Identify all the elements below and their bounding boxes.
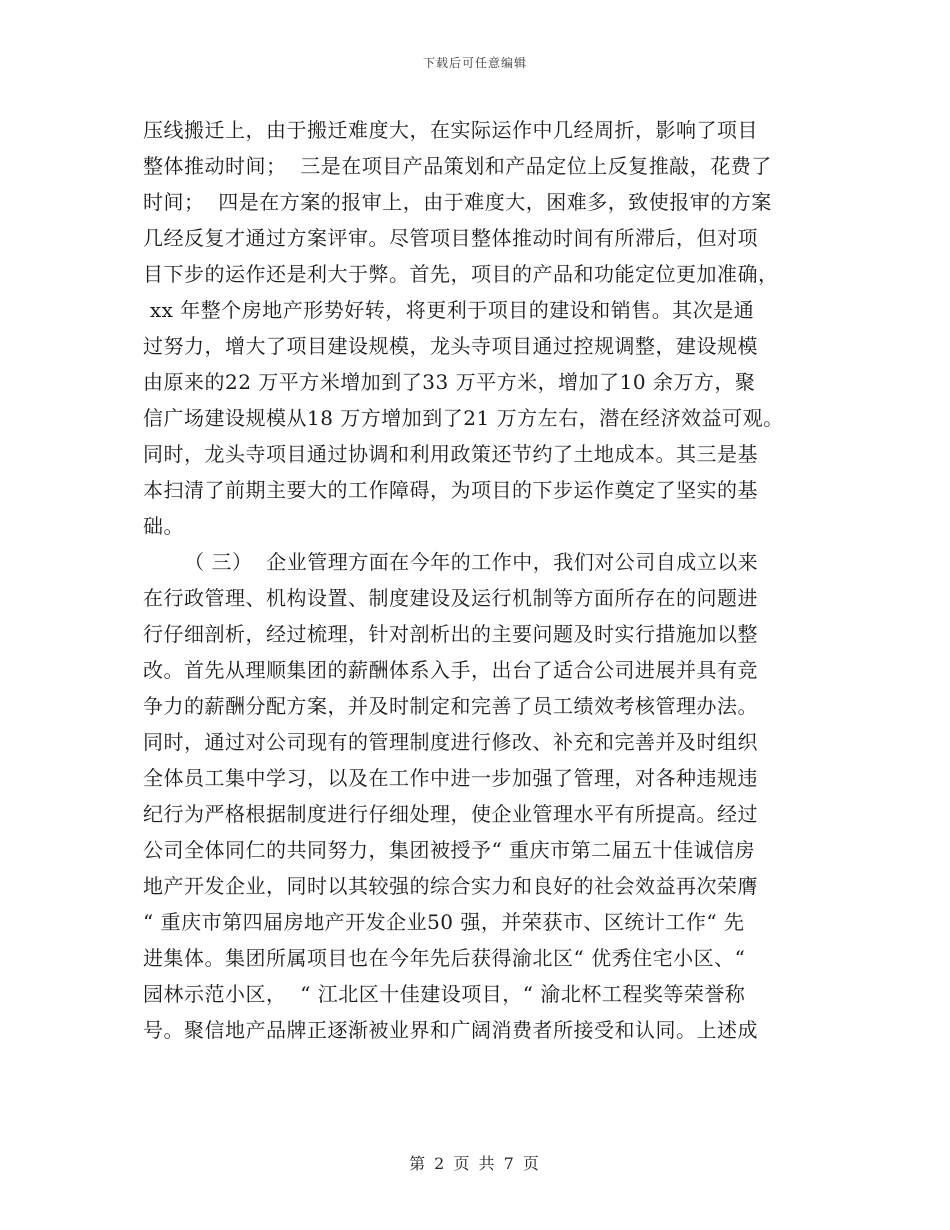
- body-line: 纪行为严格根据制度进行仔细处理，使企业管理水平有所提高。经过: [143, 802, 758, 826]
- body-line: xx 年整个房地产形势好转，将更利于项目的建设和销售。其次是通: [143, 298, 755, 322]
- body-line: 同时，通过对公司现有的管理制度进行修改、补充和完善并及时组织: [143, 730, 758, 754]
- body-line: 号。聚信地产品牌正逐渐被业界和广阔消费者所接受和认同。上述成: [143, 1018, 758, 1042]
- body-line: 过努力，增大了项目建设规模，龙头寺项目通过控规调整，建设规模: [143, 334, 758, 358]
- body-line: 压线搬迁上，由于搬迁难度大，在实际运作中几经周折，影响了项目: [143, 118, 758, 142]
- body-line: 由原来的22 万平方米增加到了33 万平方米，增加了10 余万方，聚: [143, 370, 756, 394]
- body-line: 同时，龙头寺项目通过协调和利用政策还节约了土地成本。其三是基: [143, 442, 758, 466]
- page-number-footer: 第 2 页 共 7 页: [409, 1154, 541, 1173]
- body-line: 信广场建设规模从18 万方增加到了21 万方左右，潜在经济效益可观。: [143, 406, 784, 430]
- body-line: “ 重庆市第四届房地产开发企业50 强，并荣获市、区统计工作“ 先: [143, 910, 745, 934]
- body-line: 全体员工集中学习，以及在工作中进一步加强了管理，对各种违规违: [143, 766, 758, 790]
- body-line: 时间； 四是在方案的报审上，由于难度大，困难多，致使报审的方案: [143, 190, 772, 214]
- document-body: [143, 112, 823, 1048]
- body-line: 础。: [143, 514, 184, 538]
- body-line: 争力的薪酬分配方案，并及时制定和完善了员工绩效考核管理办法。: [143, 694, 758, 718]
- body-line: 园林示范小区， “ 江北区十佳建设项目，“ 渝北杯工程奖等荣誉称: [143, 982, 746, 1006]
- body-line: 地产开发企业，同时以其较强的综合实力和良好的社会效益再次荣膺: [143, 874, 758, 898]
- body-line: 本扫清了前期主要大的工作障碍，为项目的下步运作奠定了坚实的基: [143, 478, 758, 502]
- page-header: 下载后可任意编辑: [422, 56, 527, 70]
- body-line: 公司全体同仁的共同努力，集团被授予“ 重庆市第二届五十佳诚信房: [143, 838, 756, 862]
- body-line: 在行政管理、机构设置、制度建设及运行机制等方面所存在的问题进: [143, 586, 758, 610]
- body-line: 改。首先从理顺集团的薪酬体系入手，出台了适合公司进展并具有竞: [143, 658, 758, 682]
- body-line: 行仔细剖析，经过梳理，针对剖析出的主要问题及时实行措施加以整: [143, 622, 758, 646]
- body-line: 几经反复才通过方案评审。尽管项目整体推动时间有所滞后，但对项: [143, 226, 758, 250]
- body-line: 进集体。集团所属项目也在今年先后获得渝北区“ 优秀住宅小区、“: [143, 946, 746, 970]
- body-line: 目下步的运作还是利大于弊。首先，项目的产品和功能定位更加准确，: [143, 262, 779, 286]
- body-line: （ 三） 企业管理方面在今年的工作中，我们对公司自成立以来: [143, 550, 759, 574]
- body-line: 整体推动时间； 三是在项目产品策划和产品定位上反复推敲，花费了: [143, 154, 772, 178]
